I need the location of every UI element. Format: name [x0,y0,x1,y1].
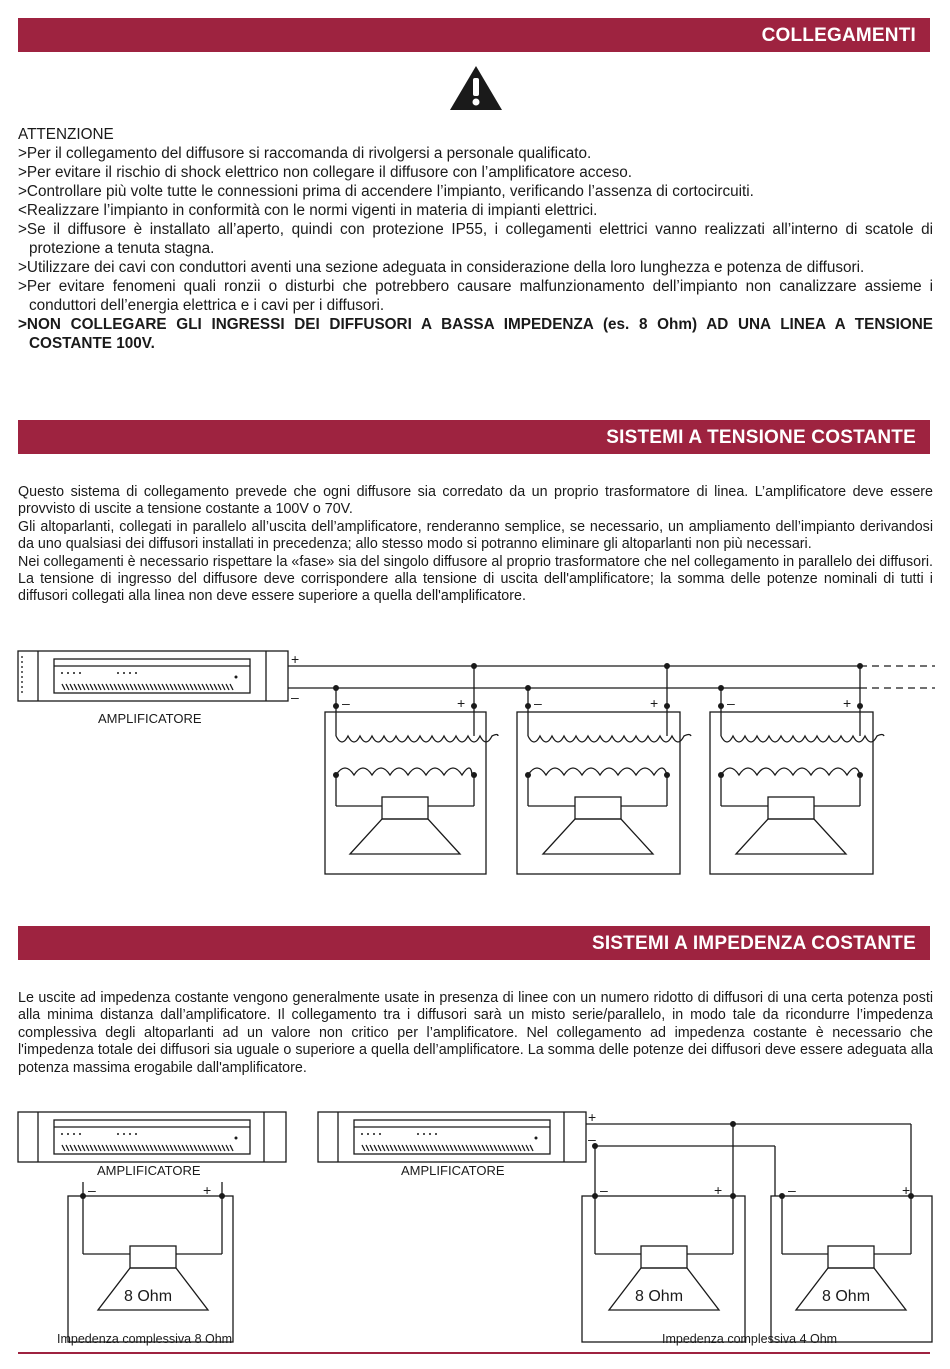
impedance-caption: Impedenza complessiva 8 Ohm [57,1332,233,1346]
speaker-impedance-label: 8 Ohm [124,1288,173,1305]
speaker-cabinet [771,1196,932,1342]
amplifier-unit [18,651,288,701]
plus-label: + [843,695,852,711]
minus-label: – [788,1182,796,1198]
plus-label: + [291,651,300,667]
list-item: >Per evitare il rischio di shock elettrico non collegare il diffusore con l’amplificatore acceso. [18,164,633,181]
amplifier-label: AMPLIFICATORE [98,711,202,726]
minus-label: – [291,689,299,705]
amplifier-label: AMPLIFICATORE [401,1163,505,1178]
list-item: >Per il collegamento del diffusore si raccomanda di rivolgersi a personale qualificato. [18,145,592,162]
impedance-caption: Impedenza complessiva 4 Ohm [662,1332,838,1346]
paragraph: Questo sistema di collegamento prevede che ogni diffusore sia corredato da un proprio trasformatore di linea. L’amplificatore deve essere provvisto di uscite a tensione costante a 100V o 70V. [18,484,933,518]
amplifier-label: AMPLIFICATORE [97,1163,201,1178]
list-item: >Utilizzare dei cavi con conduttori aventi una sezione adeguata in considerazione della loro lunghezza e potenza de diffusori. [18,259,865,276]
collegamenti-text [18,125,933,353]
list-item: >Per evitare fenomeni quali ronzii o disturbi che potrebbero causare malfunzionamento dell’impianto non canalizzare assieme i conduttori dell’energia elettrica e i cavi per i diffusori. [18,278,933,314]
section-banner-tensione [18,420,930,454]
minus-label: – [342,695,350,711]
section-banner-collegamenti [18,18,930,52]
speaker-cabinet [68,1196,233,1342]
minus-label: – [88,1182,96,1198]
section-title: SISTEMI A IMPEDENZA COSTANTE [591,933,916,954]
plus-label: + [457,695,466,711]
minus-label: – [600,1182,608,1198]
minus-label: – [727,695,735,711]
warning-item: >NON COLLEGARE GLI INGRESSI DEI DIFFUSORI A BASSA IMPEDENZA (es. 8 Ohm) AD UNA LINEA A TENSIONE COSTANTE 100V. [18,316,933,352]
amplifier-unit [18,1112,286,1162]
minus-label: – [588,1131,596,1147]
tensione-text [18,484,933,606]
plus-label: + [203,1182,212,1198]
speaker-impedance-label: 8 Ohm [822,1288,871,1305]
paragraph: Nei collegamenti è necessario rispettare la «fase» sia del singolo diffusore al proprio trasformatore che nel collegamento in parallelo dei diffusori. [18,553,933,570]
plus-label: + [588,1109,597,1125]
section-title: SISTEMI A TENSIONE COSTANTE [606,427,916,448]
amplifier-unit [318,1112,586,1162]
minus-label: – [534,695,542,711]
warning-triangle-icon [448,64,504,112]
paragraph: Gli altoparlanti, collegati in parallelo all’uscita dell’amplificatore, renderanno semplice, se necessario, un ampliamento dell’impianto derivandosi da uno qualsiasi dei diffusori installati in precedenza; allo stesso modo si potranno eliminare gli altoparlanti non più necessari. [18,518,933,553]
plus-label: + [650,695,659,711]
speaker-cabinet [710,666,884,874]
constant-voltage-diagram [0,640,950,880]
section-title: COLLEGAMENTI [761,25,916,46]
speaker-cabinet [325,666,498,874]
section-banner-impedenza [18,926,930,960]
speaker-cabinet [582,1196,745,1342]
speaker-impedance-label: 8 Ohm [635,1288,684,1305]
paragraph: La tensione di ingresso del diffusore deve corrispondere alla tensione di uscita dell'amplificatore; la somma delle potenze nominali di tutti i diffusori collegati alla linea non deve essere superiore a quella dell'amplificatore. [18,571,933,605]
list-item: <Realizzare l’impianto in conformità con le normi vigenti in materia di impianti elettrici. [18,202,598,219]
speaker-cabinet [517,666,691,874]
attention-heading: ATTENZIONE [18,126,114,143]
plus-label: + [714,1182,723,1198]
impedenza-text [18,990,933,1077]
paragraph: Le uscite ad impedenza costante vengono generalmente usate in presenza di linee con un numero ridotto di diffusori di una certa potenza posti alla minima distanza dall’amplificatore. Il collegamento tra i diffusori sarà un misto serie/parallelo, in modo tale da ricondurre l’impedenza complessiva degli altoparlanti ad un valore non critico per l’amplificatore. Nel collegamento ad impedenza costante è necessario che l'impedenza totale dei diffusori sia uguale o superiore a quella dell’amplificatore. La somma delle potenze dei diffusori deve essere adeguata alla potenza massima erogabile dall'amplificatore. [18,990,933,1076]
list-item: >Controllare più volte tutte le connessioni prima di accendere l’impianto, verificando l’assenza di cortocircuiti. [18,183,754,200]
constant-impedance-diagram [0,1100,950,1350]
plus-label: + [902,1182,911,1198]
footer-divider [18,1352,930,1354]
list-item: >Se il diffusore è installato all’aperto, quindi con protezione IP55, i collegamenti elettrici vanno realizzati all’interno di scatole di protezione a tenuta stagna. [18,221,933,257]
